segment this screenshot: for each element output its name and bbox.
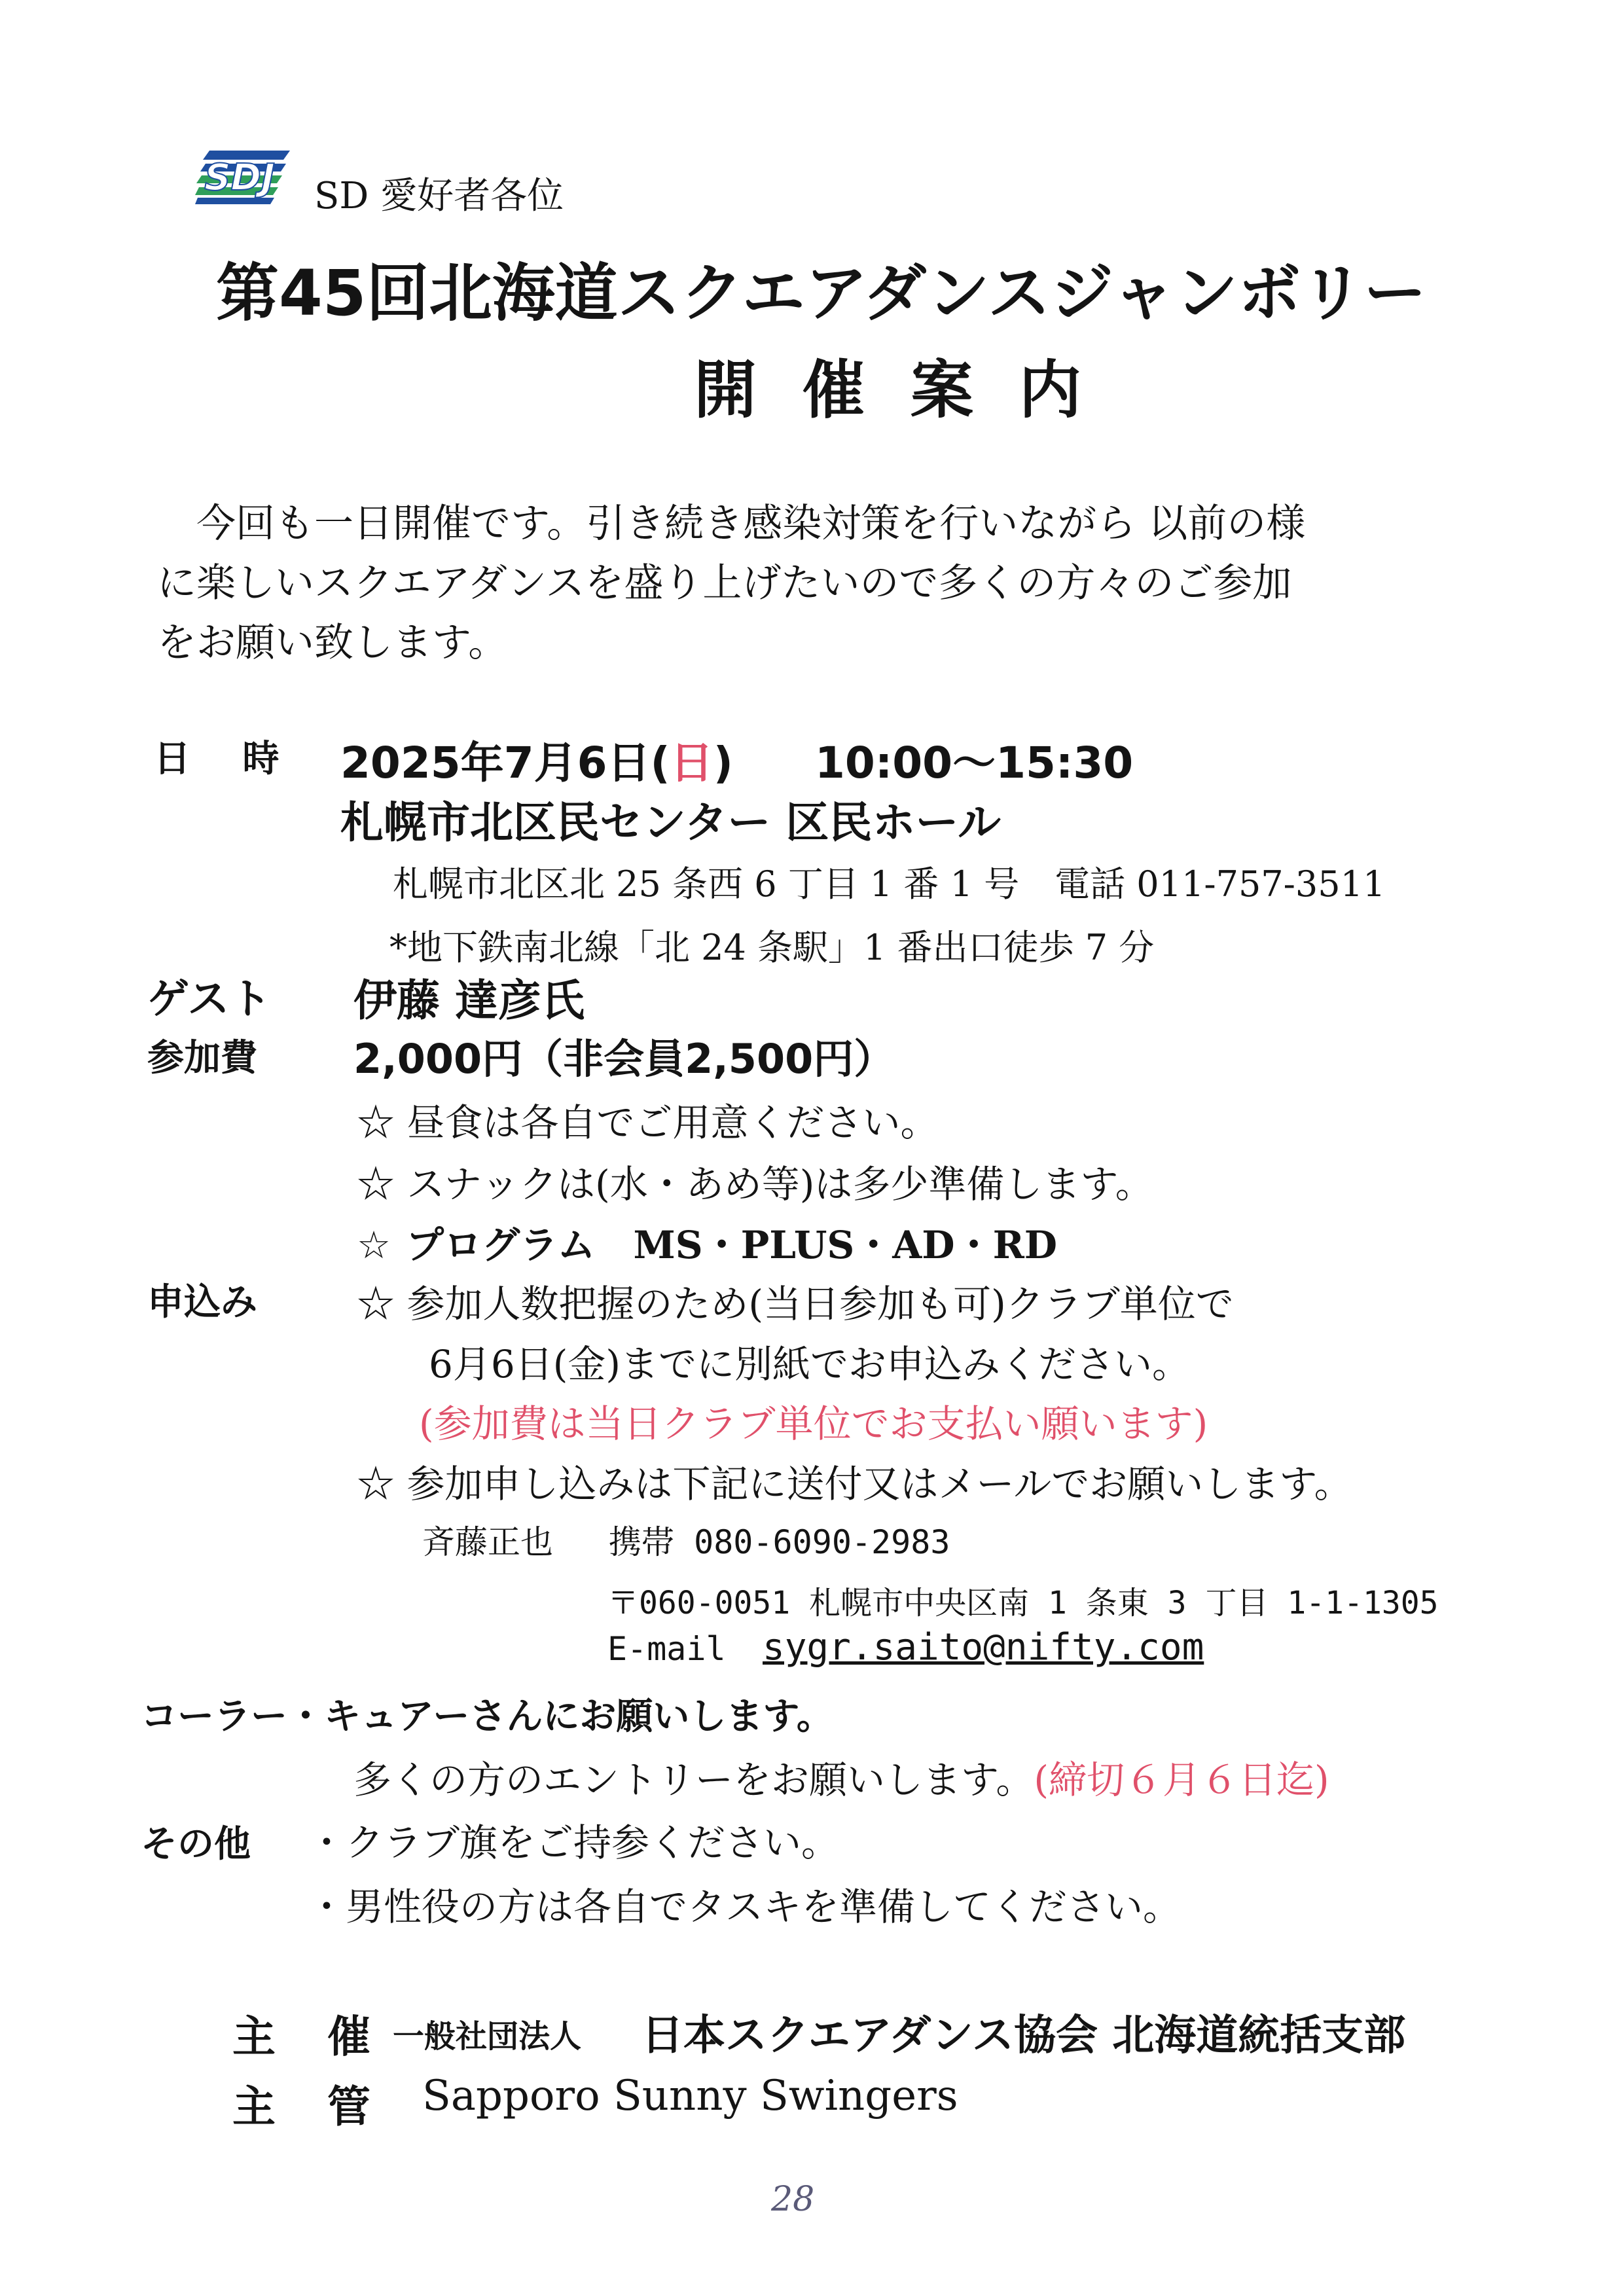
contact-email-link[interactable]: sygr.saito@nifty.com [763, 1626, 1204, 1669]
event-date-main: 2025年7月6日( [340, 738, 670, 788]
page-number: 28 [771, 2180, 815, 2219]
application-line-1: ☆ 参加人数把握のため(当日参加も可)クラブ単位で [357, 1282, 1234, 1326]
intro-line-3: をお願い致します。 [157, 620, 508, 666]
fee-label: 参加費 [147, 1037, 257, 1079]
intro-line-1: 今回も一日開催です。引き続き感染対策を行いながら 以前の様 [196, 501, 1306, 547]
other-item-sash: ・男性役の方は各自でタスキを準備してください。 [308, 1885, 1182, 1929]
host-label: 主 催 [232, 2012, 389, 2062]
manager-label: 主 管 [232, 2082, 389, 2132]
callers-deadline: (締切６月６日迄) [1034, 1758, 1329, 1802]
fee-note-lunch: ☆ 昼食は各自でご用意ください。 [357, 1100, 939, 1145]
svg-text:SDJ: SDJ [204, 156, 275, 199]
host-prefix: 一般社団法人 [393, 2018, 582, 2055]
venue-name: 札幌市北区民センター 区民ホール [340, 797, 1001, 848]
program-line [357, 1214, 1057, 1269]
callers-heading: コーラー・キュアーさんにお願いします。 [141, 1695, 833, 1738]
sdj-logo-icon [195, 151, 290, 204]
event-time: 10:00～15:30 [815, 738, 1134, 788]
application-label: 申込み [147, 1281, 257, 1324]
event-date [340, 728, 733, 790]
guest-name: 伊藤 達彦氏 [353, 975, 585, 1026]
callers-line [353, 1749, 1329, 1804]
addressee: SD 愛好者各位 [314, 175, 564, 217]
event-weekday: 日 [670, 738, 713, 788]
application-line-3: ☆ 参加申し込みは下記に送付又はメールでお願いします。 [357, 1462, 1352, 1506]
venue-address: 札幌市北区北 25 条西 6 丁目 1 番 1 号 電話 011-757-3511 [393, 863, 1386, 905]
program-list: プログラム MS・PLUS・AD・RD [406, 1223, 1058, 1267]
contact-phone: 携帯 080-6090-2983 [609, 1523, 950, 1561]
callers-request: 多くの方のエントリーをお願いします。 [353, 1758, 1034, 1802]
datetime-label: 日 時 [154, 738, 299, 780]
venue-access: *地下鉄南北線「北 24 条駅」1 番出口徒歩 7 分 [389, 927, 1155, 968]
page-subtitle: 開 催 案 内 [694, 353, 1094, 427]
event-date-close: ) [713, 738, 733, 788]
program-star: ☆ [357, 1223, 391, 1267]
page-title: 第45回北海道スクエアダンスジャンボリー [216, 257, 1427, 330]
fee-amount: 2,000円（非会員2,500円） [353, 1035, 895, 1083]
fee-note-snack: ☆ スナックは(水・あめ等)は多少準備します。 [357, 1162, 1153, 1206]
contact-email-label: E-mail [607, 1630, 726, 1668]
manager-name: Sapporo Sunny Swingers [422, 2072, 958, 2120]
guest-label: ゲスト [147, 975, 272, 1024]
other-item-flag: ・クラブ旗をご持参ください。 [308, 1820, 840, 1865]
application-line-2: 6月6日(金)までに別紙でお申込みください。 [429, 1342, 1191, 1386]
intro-line-2: に楽しいスクエアダンスを盛り上げたいので多くの方々のご参加 [157, 560, 1292, 606]
contact-name: 斉藤正也 [422, 1523, 553, 1561]
sdj-logo [195, 151, 290, 204]
application-payment-note: (参加費は当日クラブ単位でお支払い願います) [419, 1401, 1208, 1446]
contact-postal-address: 〒060-0051 札幌市中央区南 1 条東 3 丁目 1-1-1305 [607, 1585, 1439, 1621]
host-name: 日本スクエアダンス協会 北海道統括支部 [641, 2012, 1406, 2060]
other-label: その他 [141, 1823, 251, 1866]
